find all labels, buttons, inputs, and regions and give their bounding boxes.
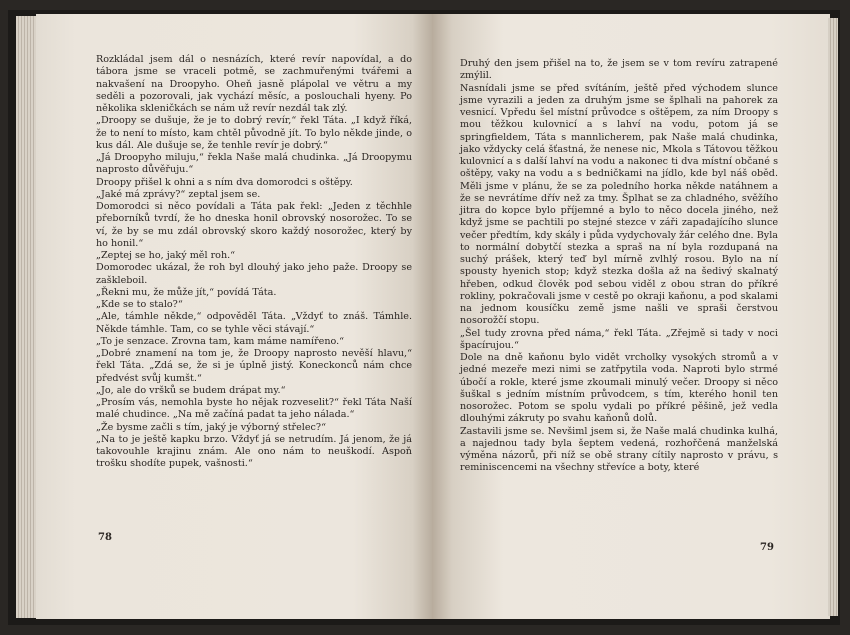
paragraph: Druhý den jsem přišel na to, že jsem se v tom revíru zatrapené zmýlil. [460,58,778,82]
open-book [8,10,840,625]
paragraph: „Jo, ale do vršků se budem drápat my.“ [96,384,286,396]
paragraph: „Dobré znamení na tom je, že Droopy naprosto nevěší hlavu,“ řekl Táta. „Zdá se, že si je úplně jistý. Koneckonců nám chce předvést svůj kumšt.“ [96,348,412,384]
paragraph: „Na to je ještě kapku brzo. Vždyť já se netrudím. Já jenom, že já takovouhle krajinu znám. Ale ono nám to neuškodí. Aspoň trošku shodíte pupek, vašnosti.“ [96,433,412,470]
paragraph: Domorodec ukázal, že roh byl dlouhý jako jeho paže. Droopy se zaškleboil. [96,262,412,286]
paragraph: „Zeptej se ho, jaký měl roh.“ [96,250,236,261]
paragraph: Domorodci si něco povídali a Táta pak řekl: „Jeden z těchhle přeborníků tvrdí, že ho dneska honil obrovský nosorožec. To se ví, že by se mu zdál obrovský skoro každý nosorožec, který by ho honil.“ [96,201,412,249]
paragraph: Rozkládal jsem dál o nesnázích, které revír napovídal, a do tábora jsme se vraceli potmě, se zachmuřenými tvářemi a nakvašení na Droopyho. Oheň jasně plápolal ve větru a my seděli a pozorovali, jak vychází měsíc, a poslouchali hyeny. Po několika skleničkách se nám už revír nezdál tak zlý. [96,54,412,114]
left-page-text [96,54,412,471]
page-edges-left [16,16,38,618]
right-page [432,14,830,619]
paragraph: „Já Droopyho miluju,“ řekla Naše malá chudinka. „Já Droopymu naprosto důvěřuju.“ [96,152,412,176]
paragraph: „Jaké má zprávy?“ zeptal jsem se. [96,188,261,200]
paragraph: Zastavili jsme se. Nevšiml jsem si, že Naše malá chudinka kulhá, a najednou tady byla šeptem vedená, rozhořčená manželská výměna názorů, při níž se obě strany cítily naprosto v právu, s reminiscencemi na všechny střevíce a boty, které [460,425,778,474]
paragraph: Dole na dně kaňonu bylo vidět vrcholky vysokých stromů a v jedné mezeře mezi nimi se zatřpytila voda. Naproti bylo strmé úbočí a rokle, které jsme zkoumali minulý večer. Droopy si něco šuškal s jedním místním průvodcem, s tím, kterého honil ten nosorožec. Potom se spolu vydali po příkré pěšině, jež vedla dlouhými zákruty po svahu kaňonů dolů. [460,352,778,425]
paragraph: „Řekni mu, že může jít,“ povídá Táta. [96,286,277,298]
paragraph: „Ale, támhle někde,“ odpověděl Táta. „Vždyť to znáš. Támhle. Někde támhle. Tam, co se tyhle věci stávají.“ [96,311,412,335]
left-page [36,14,432,619]
paragraph: „Že bysme začli s tím, jaký je výborný střelec?“ [96,421,326,433]
paragraph: Droopy přišel k ohni a s ním dva domorodci s oštěpy. [96,176,353,188]
paragraph: „To je senzace. Zrovna tam, kam máme namířeno.“ [96,335,345,347]
page-number-right: 79 [760,542,774,553]
paragraph: Nasnídali jsme se před svítáním, ještě před východem slunce jsme vyrazili a jeden za druhým jsme se šplhali na pahorek za vesnicí. Vpředu šel místní průvodce s oštěpem, za ním Droopy s mou těžkou kulovnicí a s lahví na vodu, potom já se springfieldem, Táta s mannlicherem, pak Naše malá chudinka, jako vždycky celá šťastná, že nenese nic, Mkola s Tátovou těžkou kulovnicí a s další lahví na vodu a nakonec ti dva místní občané s oštěpy, vaky na vodu a s bedničkami na jídlo, kde byl náš oběd. Měli jsme v plánu, že se za poledního horka někde natáhnem a že se nevrátíme dřív než za tmy. Šplhat se za chladného, svěžího jitra do kopce bylo příjemné a bylo to něco docela jiného, než když jsme se pachtili po stejné stezce v záři zapadajícího slunce večer předtím, kdy skály i půda vydychovaly žár celého dne. Byla to normální dobytčí stezka a spraš na ní byla rozdupaná na suchý prášek, který teď byl mírně zvlhlý rosou. Bylo na ní spousty hyenich stop; když stezka došla až na šedivý skalnatý hřeben, odkud člověk pod sebou viděl z obou stran do příkré rokliny, pokračovali jsme v cestě po okraji kaňonu, a pod skalami na jednom kousíčku země jsme našli ve spraši čerstvou nosorožčí stopu. [460,82,778,327]
right-page-text [460,58,778,475]
paragraph: „Prosím vás, nemohla byste ho nějak rozveselit?“ řekl Táta Naší malé chudince. „Na mě začíná padat ta jeho nálada.“ [96,397,412,421]
paragraph: „Droopy se dušuje, že je to dobrý revír,“ řekl Táta. „I když říká, že to není to místo, kam chtěl původně jít. To bylo někde jinde, o kus dál. Ale dušuje se, že tenhle revír je dobrý.“ [96,115,412,151]
paragraph: „Šel tudy zrovna před náma,“ řekl Táta. „Zřejmě si tady v noci špacírujou.“ [460,327,778,351]
paragraph: „Kde se to stalo?“ [96,299,183,310]
page-edges-right [828,18,838,616]
page-number-left: 78 [98,532,112,543]
